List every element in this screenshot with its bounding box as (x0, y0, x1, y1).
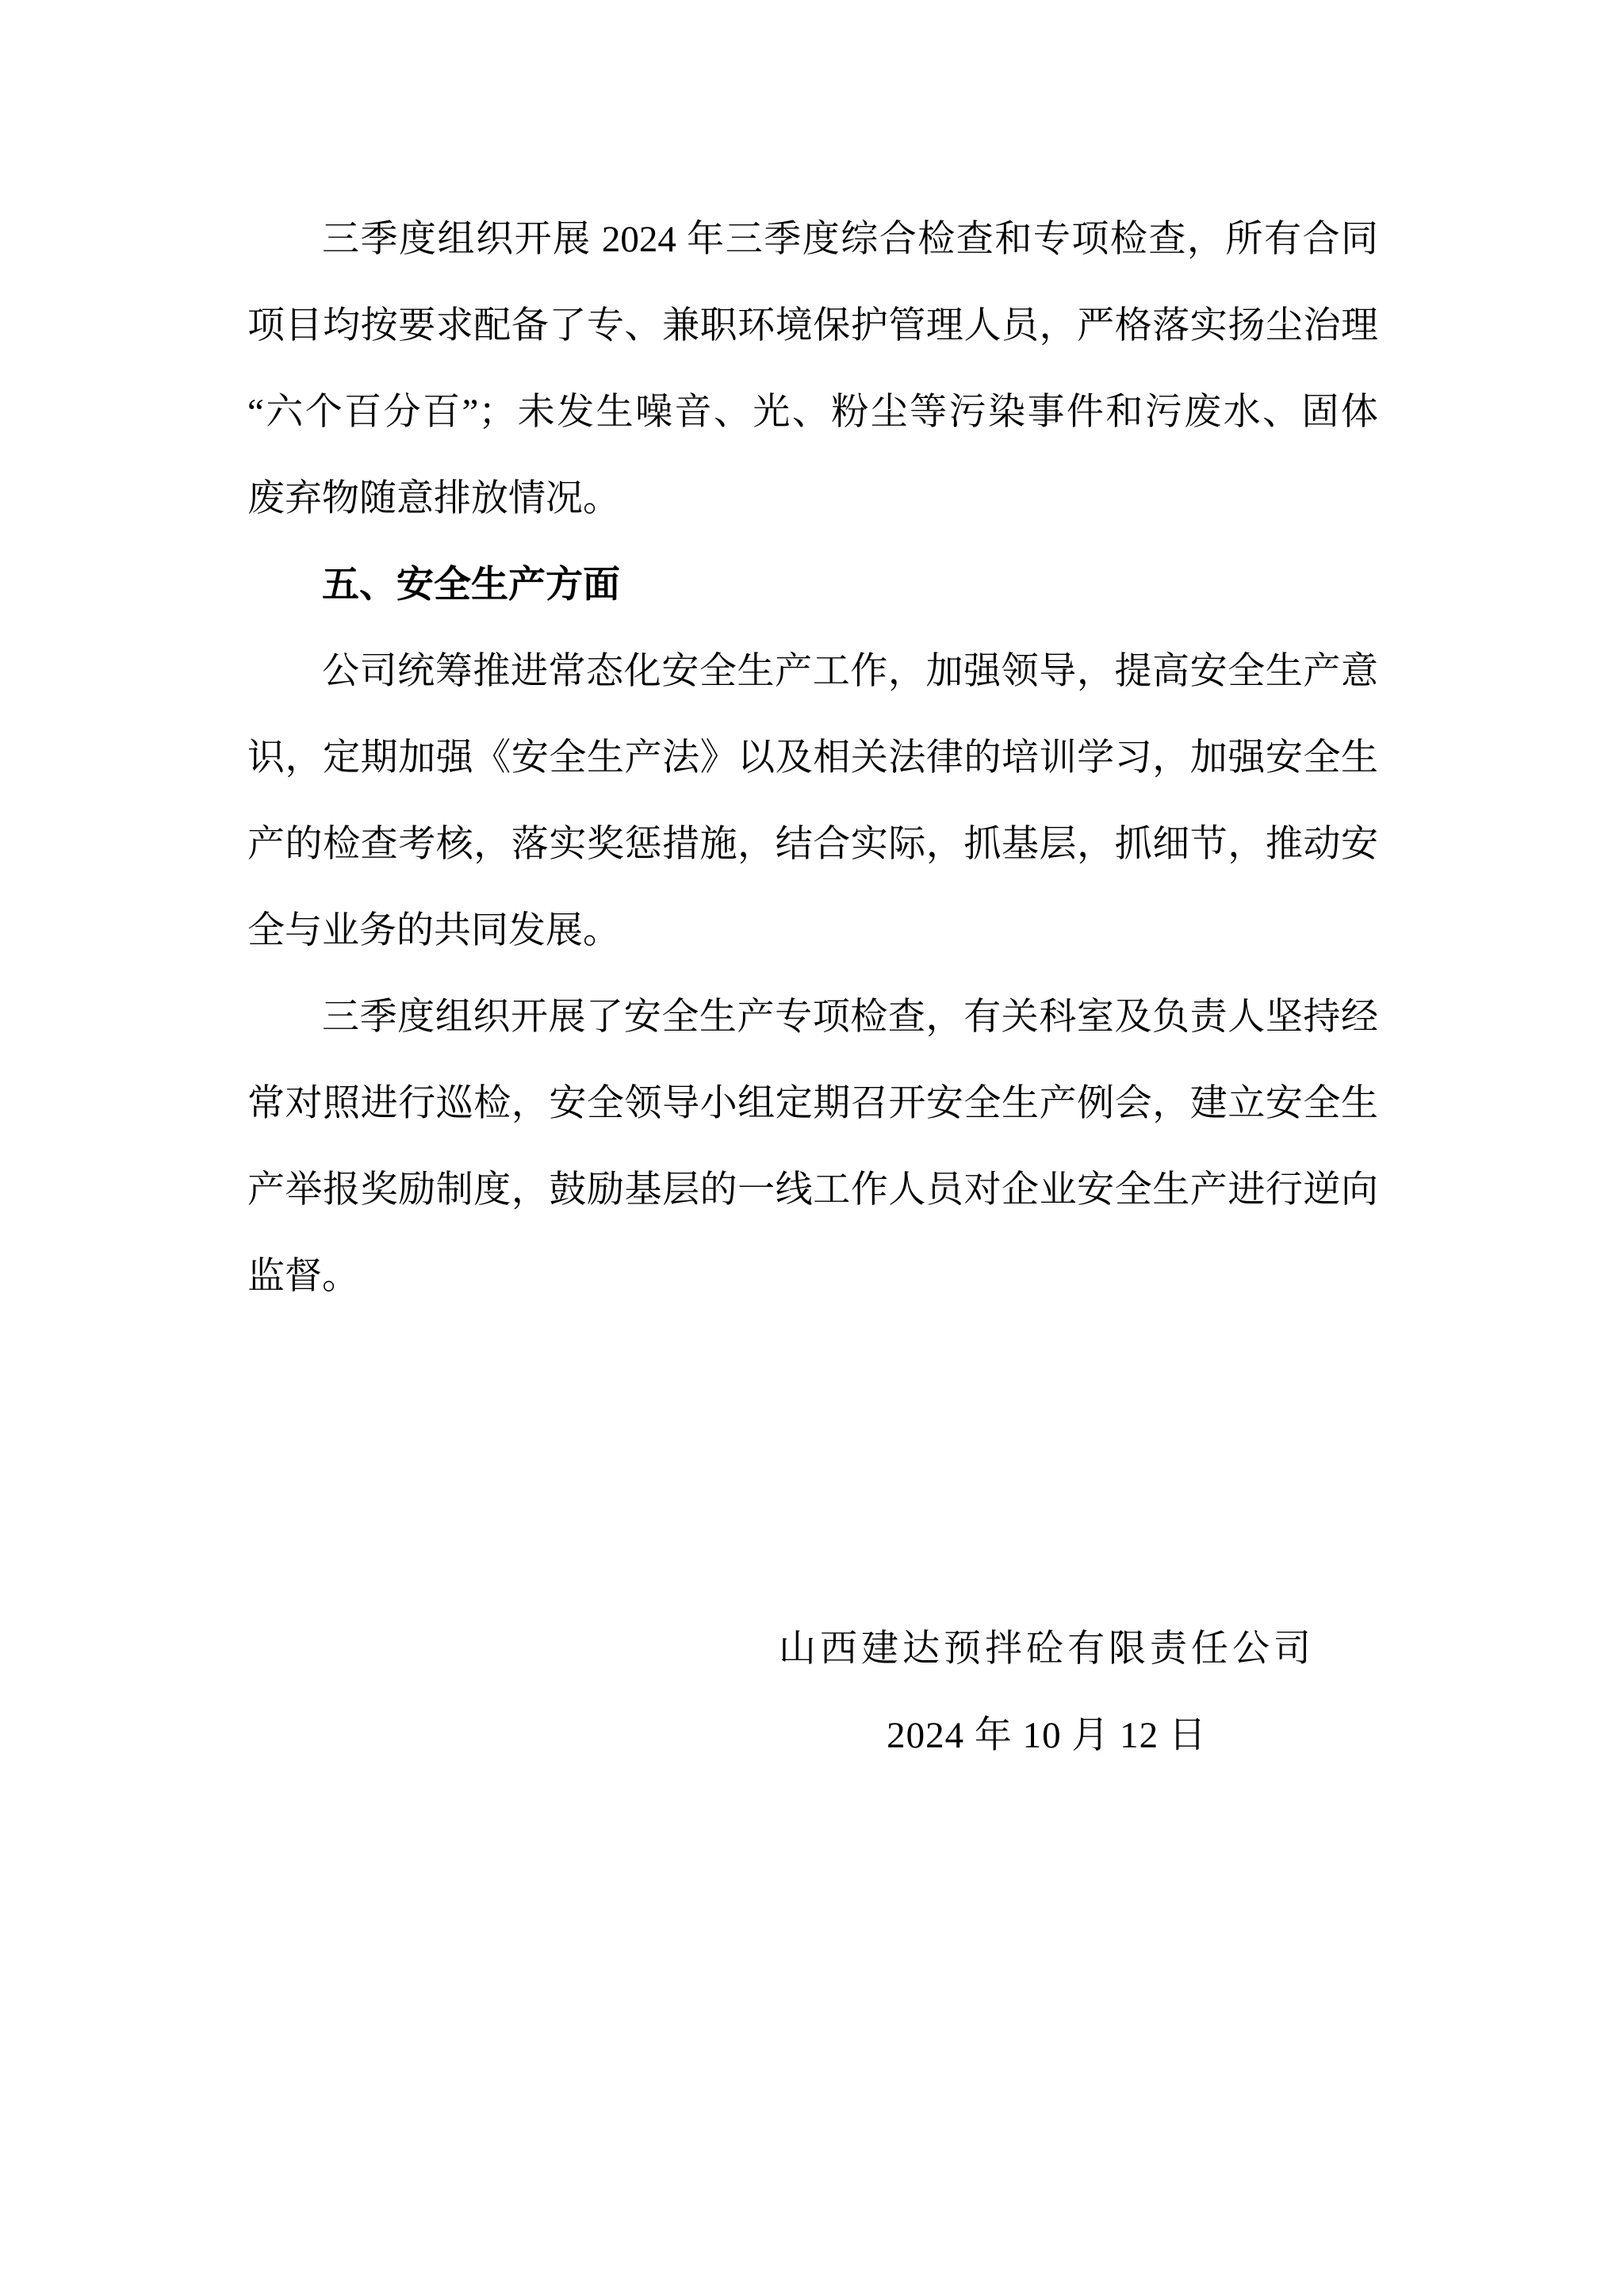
paragraph-line: 项目均按要求配备了专、兼职环境保护管理人员，严格落实扬尘治理 (247, 305, 1378, 346)
signature-date: 2024 年 10 月 12 日 (887, 1715, 1207, 1756)
document-body (247, 197, 1378, 1320)
paragraph-safety-inspection (247, 974, 1378, 1320)
paragraph-line: 产的检查考核，落实奖惩措施，结合实际，抓基层，抓细节，推动安 (247, 824, 1378, 865)
signature-block (571, 1606, 1522, 1779)
paragraph-line: 三季度组织开展 2024 年三季度综合检查和专项检查，所有合同 (322, 219, 1378, 260)
paragraph-line: 识，定期加强《安全生产法》以及相关法律的培训学习，加强安全生 (247, 737, 1378, 779)
paragraph-safety-overview (247, 629, 1378, 974)
paragraph-line: 监督。 (247, 1256, 359, 1297)
paragraph-line: “六个百分百”；未发生噪音、光、粉尘等污染事件和污废水、固体 (247, 392, 1378, 433)
paragraph-line: 产举报奖励制度，鼓励基层的一线工作人员对企业安全生产进行逆向 (247, 1169, 1378, 1211)
section-heading-safety: 五、安全生产方面 (322, 564, 620, 606)
signature-company: 山西建达预拌砼有限责任公司 (779, 1628, 1315, 1670)
paragraph-line: 废弃物随意排放情况。 (247, 478, 620, 519)
paragraph-line: 全与业务的共同发展。 (247, 910, 620, 951)
paragraph-line: 常对照进行巡检，安全领导小组定期召开安全生产例会，建立安全生 (247, 1083, 1378, 1124)
paragraph-environment (247, 197, 1378, 542)
paragraph-line: 三季度组织开展了安全生产专项检查，有关科室及负责人坚持经 (322, 997, 1378, 1038)
paragraph-line: 公司统筹推进常态化安全生产工作，加强领导，提高安全生产意 (322, 651, 1378, 692)
